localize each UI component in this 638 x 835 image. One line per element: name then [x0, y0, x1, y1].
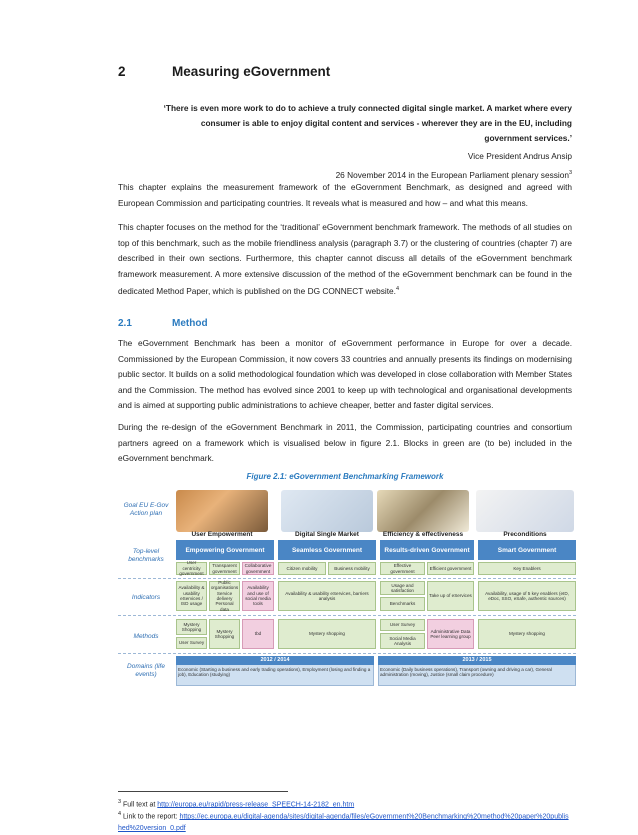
domain-years-2: 2013 / 2015 [378, 656, 576, 665]
footnote-prefix: Full text at [123, 801, 156, 809]
method-cell: User Survey [176, 637, 207, 649]
section-heading [118, 318, 208, 329]
footnote-prefix: Link to the report: [123, 813, 178, 821]
indicator-cell: Availability, usage of 5 key enablers (eID, eDoc, SSO, eSafe, authentic sources) [478, 581, 576, 611]
benchmark-seamless: Seamless Government [278, 540, 376, 560]
indicator-cell: Public organisations Service delivery Personal data [210, 579, 239, 612]
indicator-cell: Citizen mobility [278, 562, 326, 575]
people-circle-image [176, 490, 268, 532]
indicator-cell: Take up of eServices [427, 581, 474, 611]
stopwatch-image [377, 490, 469, 532]
domain-text-1: Economic (Starting a business and early trading operations), Employment (losing and finding a job), Education (studying) [178, 667, 371, 678]
goal-digital-single-market: Digital Single Market [295, 531, 359, 538]
indicator-cell: Transparent government [209, 562, 240, 575]
indicator-cell: Usage and satisfaction [380, 581, 425, 595]
method-cell: Mystery shopping [478, 619, 576, 649]
goal-preconditions: Preconditions [503, 531, 547, 538]
footnote-ref-4[interactable]: 4 [395, 286, 399, 293]
footnote-number: 4 [118, 811, 122, 817]
indicator-cell: User centricity government [176, 562, 207, 575]
indicator-cell: Effective government [380, 562, 425, 575]
row-label-indicators: Indicators [131, 594, 161, 601]
domain-years-1: 2012 / 2014 [176, 656, 374, 665]
footnote-link[interactable]: https://ec.europa.eu/digital-agenda/sites/digital-agenda/files/eGovernment%20Benchmarking%20method%20paper%20published%20version_0.pdf [118, 813, 569, 833]
eu-map-image [281, 490, 373, 532]
framework-figure [118, 488, 578, 788]
method-cell: Administrative Data Peer learning group [427, 619, 474, 649]
goal-user-empowerment: User Empowerment [191, 531, 253, 538]
row-label-top: Top-level benchmarks [128, 548, 164, 563]
section-title: Method [172, 318, 208, 329]
footnote-number: 3 [118, 799, 122, 805]
chapter-title: Measuring eGovernment [172, 64, 331, 79]
method-cell: Social Media Analysis [380, 633, 425, 649]
domain-text-2: Economic (Daily business operations), Transport (owning and driving a car), General administration (moving), Justice (small claim procedure) [380, 667, 552, 678]
method-cell: tbd [242, 619, 274, 649]
row-label-domains: Domains (life events) [127, 663, 165, 678]
indicator-cell: Collaborative government [242, 562, 274, 575]
chapter-heading [118, 64, 330, 79]
intro-paragraph-2-text: This chapter focuses on the method for the ‘traditional’ eGovernment benchmark framework. The methods of all studies on top of this benchmark, such as the mobile friendliness analysis (paragraph 3.7) or the clustering of countries (chapter 7) are described in their own sections. Furthermore, this chapter cannot discuss all details of the eGovernment benchmark framework measurement. A more extensive discussion of the method of the eGovernment benchmark can be found in the dedicated Method Paper, which is published on the DG CONNECT website. [118, 222, 572, 297]
method-cell: Mystery Shopping [176, 619, 207, 635]
method-cell: Mystery shopping [278, 619, 376, 649]
indicator-cell: Business mobility [328, 562, 376, 575]
row-label-methods: Methods [133, 633, 159, 640]
goal-efficiency: Efficiency & effectiveness [382, 531, 464, 538]
divider-line [118, 615, 576, 616]
method-cell: Mystery Shopping [209, 619, 240, 649]
method-paragraph-1: The eGovernment Benchmark has been a monitor of eGovernment performance in Europe for over a decade. Commissioned by the European Commission, it now covers 33 countries and annually presents its findings on modernising public sector. It builds on a solid methodological foundation which was developed in close collaboration with Member States and the Commission. The method has evolved since 2001 to keep up with technological and organisational developments and is aimed at supporting public administrations to achieve cheaper, better and faster digital services. [118, 338, 572, 411]
row-label-goal: Goal EU E-Gov Action plan [123, 502, 169, 517]
quote-text: ‘There is even more work to do to achieve a truly connected digital single market. A market where every consumer is able to enjoy digital content and services - wherever they are in the EU, including government services.’ [163, 103, 572, 143]
method-paragraph-2: During the re-design of the eGovernment Benchmark in 2011, the Commission, participating countries and consortium partners agreed on a framework which is visualised below in figure 2.1. Blocks in green are (to be) included in the eGovernment benchmark. [118, 422, 572, 464]
benchmark-smart: Smart Government [478, 540, 576, 560]
footnote-ref-3[interactable]: 3 [568, 170, 572, 176]
quote-attribution [152, 148, 572, 184]
figure-caption: Figure 2.1: eGovernment Benchmarking Framework [246, 472, 444, 481]
indicator-cell: Availability and use of social media tools [242, 581, 274, 611]
section-number: 2.1 [118, 318, 132, 329]
indicator-cell: Efficient government [427, 562, 474, 575]
footnote-separator [118, 791, 288, 792]
footnote-link[interactable]: http://europa.eu/rapid/press-release_SPEECH-14-2182_en.htm [157, 801, 355, 809]
benchmark-empowering: Empowering Government [176, 540, 274, 560]
puzzle-image [476, 490, 574, 532]
divider-line [118, 653, 576, 654]
divider-line [118, 578, 576, 579]
indicator-cell: Benchmarks [380, 597, 425, 611]
chapter-number: 2 [118, 64, 126, 79]
indicator-cell: Key Enablers [478, 562, 576, 575]
quote-occasion: 26 November 2014 in the European Parliament plenary session [335, 169, 569, 180]
indicator-cell: Availability & usability eServices, barriers analysis [278, 581, 376, 611]
indicator-cell: Availability & usability eServices / ISD usage [176, 581, 207, 611]
benchmark-results-driven: Results-driven Government [380, 540, 474, 560]
intro-paragraph-1: This chapter explains the measurement framework of the eGovernment Benchmark, as designed and agreed with European Commission and participating countries. It reveals what is measured and how – and what this means. [118, 182, 572, 208]
quote-speaker: Vice President Andrus Ansip [467, 151, 572, 161]
intro-paragraph-2 [118, 220, 572, 300]
method-cell: User Survey [380, 619, 425, 631]
footnote-4 [118, 808, 572, 833]
